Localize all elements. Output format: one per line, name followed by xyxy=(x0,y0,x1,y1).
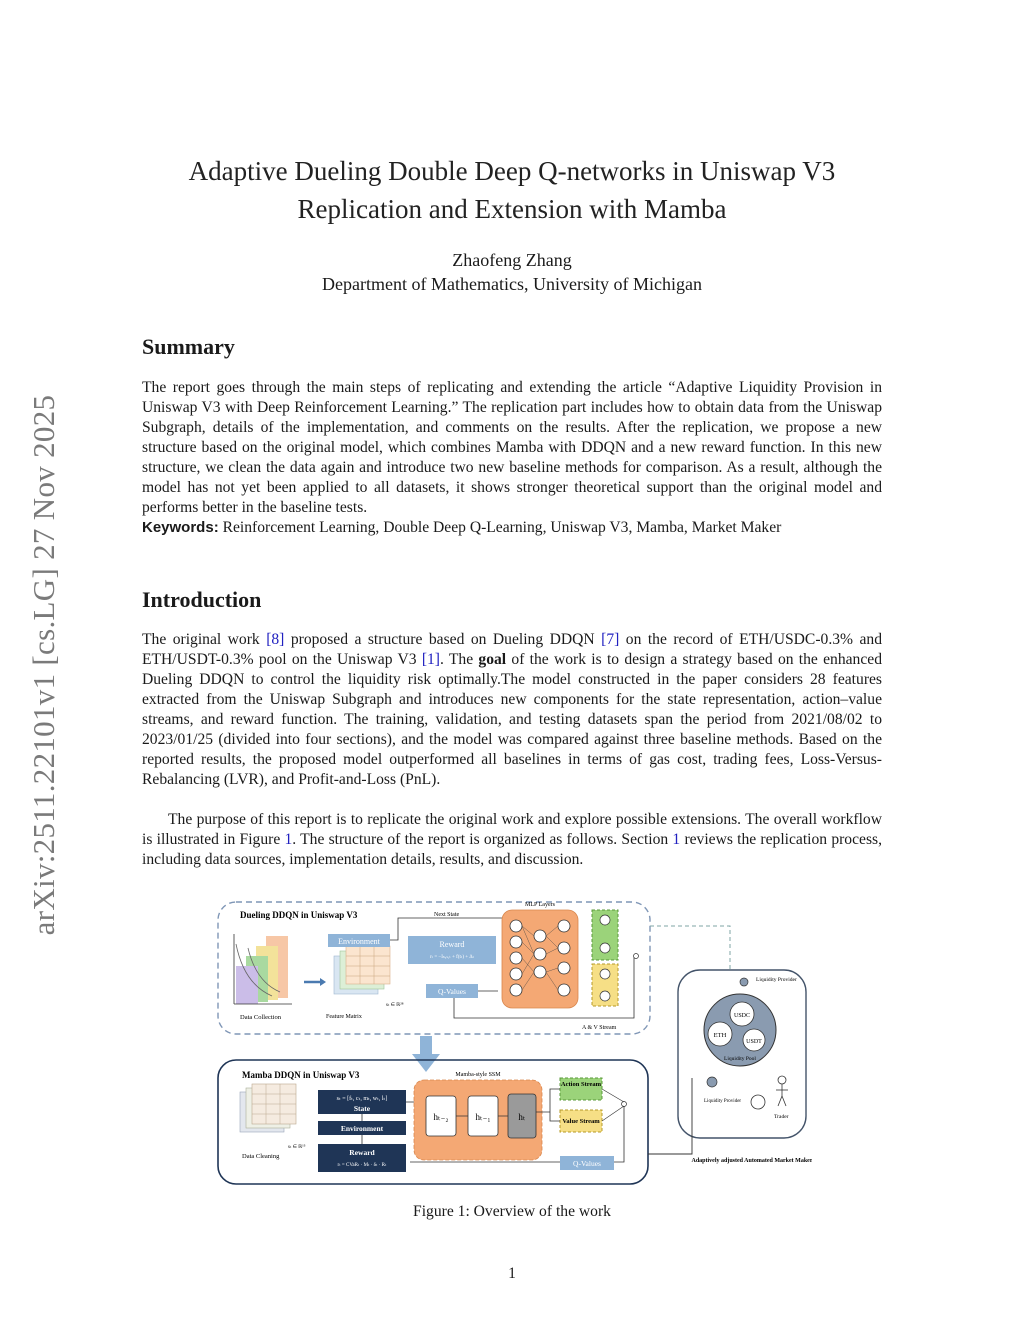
liquidity-pool-label: Liquidity Pool xyxy=(724,1056,756,1062)
value-stream-label: Value Stream xyxy=(562,1118,600,1125)
liquidity-provider-label: Liquidity Provider xyxy=(756,977,797,983)
h-t-minus-1-label: hₜ₋₁ xyxy=(475,1112,491,1122)
author: Zhaofeng Zhang xyxy=(452,250,572,270)
eth-label: ETH xyxy=(713,1032,727,1039)
figure-caption: Figure 1: Overview of the work xyxy=(413,1203,611,1220)
feature-matrix xyxy=(334,946,390,994)
lp-icon xyxy=(740,978,748,986)
feature-matrix-label: Feature Matrix xyxy=(326,1014,362,1020)
environment-label: Environment xyxy=(338,937,380,946)
citation-link-7[interactable]: [7] xyxy=(601,631,620,648)
usdc-label: USDC xyxy=(733,1013,751,1019)
summary-text: The report goes through the main steps of replicating and extending the article “Adaptive Liquidity Provision in Uniswap V3 with Deep Reinforcement Learning.” The replication part includes how to obtain data from the Uniswap Subgraph, details of the implementation, and comments on the results. After the replication, we propose a new structure based on the original model, which combines Mamba with DDQN and a new reward function. In this new structure, we clean the data again and introduce two new baseline methods for comparison. As a result, although the model has not yet been applied to all datasets, it shows stronger theoretical support than the original model and performs better in the baseline tests. xyxy=(142,379,882,516)
arxiv-id[interactable]: arXiv:2511.22101v1 [cs.LG] 27 Nov 2025 xyxy=(26,394,61,936)
arrow-head xyxy=(320,978,326,986)
citation-link-1[interactable]: [1] xyxy=(421,651,440,668)
citation-link-8[interactable]: [8] xyxy=(266,631,285,648)
intro-text: proposed a structure based on Dueling DDQN xyxy=(284,631,602,648)
intro-text: . The xyxy=(440,651,479,668)
state-label: State xyxy=(353,1104,371,1113)
usdt-label: USDT xyxy=(746,1039,762,1045)
intro-text: on the record of ETH/USDC-0.3% and ETH/USDT-0.3% pool on the Uniswap V3 xyxy=(142,631,882,668)
mamba-ssm-label: Mamba-style SSM xyxy=(455,1072,501,1078)
overview-figure xyxy=(214,896,812,1192)
intro-text: of the work is to design a strategy based on the enhanced Dueling DDQN to control the liquidity risk optimally.The model constructed in the paper considers 28 features extracted from the Uniswap Subgraph and introduces new components for the state representation, action–value streams, and reward function. The training, validation, and testing datasets span the period from 2021/08/02 to 2023/01/25 (divided into four sections), and the model was compared against three baseline methods. Based on the reported results, the proposed model outperformed all baselines in terms of gas cost, trading fees, Loss-Versus-Rebalancing (LVR), and Profit-and-Loss (PnL). xyxy=(142,651,882,788)
intro-text: . The structure of the report is organized as follows. Section xyxy=(292,831,673,848)
state-formula: sₜ = [fₜ, cₜ, mₜ, wₜ, lₜ] xyxy=(336,1096,388,1102)
extension-arrow xyxy=(412,1036,440,1072)
aggregation-node-2 xyxy=(622,1102,627,1107)
goal-bold: goal xyxy=(478,651,507,668)
summary-paragraph xyxy=(142,378,882,538)
feature-dim-label: sₜ ∈ ℝ²⁸ xyxy=(386,1003,404,1008)
data-collection-chart xyxy=(234,934,292,1004)
lp-person-icon xyxy=(707,1077,717,1087)
av-stream-label: A & V Stream xyxy=(582,1025,617,1031)
bottom-panel-title: Mamba DDQN in Uniswap V3 xyxy=(242,1070,360,1080)
trader-label: Trader xyxy=(774,1114,789,1120)
summary-heading: Summary xyxy=(142,334,235,359)
keywords: Reinforcement Learning, Double Deep Q-Learning, Uniswap V3, Mamba, Market Maker xyxy=(222,519,782,536)
reward-formula: rₜ = −Iₕₐₛ,ₜ + f(tₜ) + Δₜ xyxy=(429,955,475,960)
top-panel-title: Dueling DDQN in Uniswap V3 xyxy=(240,910,358,920)
action-stream-label xyxy=(561,1081,602,1088)
aggregation-lines xyxy=(602,1089,624,1121)
h-t-label: hₜ xyxy=(518,1112,526,1122)
intro-paragraph-2 xyxy=(142,810,882,870)
introduction-heading: Introduction xyxy=(142,587,262,612)
environment2-label: Environment xyxy=(340,1124,384,1133)
amm-text: Adaptively adjusted Automated Market Maker xyxy=(691,1158,812,1164)
data-cleaning-label: Data Cleaning xyxy=(242,1153,280,1160)
swap-node xyxy=(751,1095,765,1109)
intro-paragraph-1 xyxy=(142,630,882,790)
data-collection-label: Data Collection xyxy=(240,1014,281,1021)
action-stream-text: Action Stream xyxy=(560,1081,602,1088)
arrow xyxy=(614,1106,624,1162)
paper-title xyxy=(142,152,882,228)
next-state-label: Next State xyxy=(434,912,460,918)
intro-text: reviews the replication process, including data sources, implementation details, results, and discussion. xyxy=(142,831,882,868)
intro-text: The purpose of this report is to replicate the original work and explore possible extensions. The overall workflow is illustrated in Figure xyxy=(142,811,882,848)
mlp-layers-label: MLP Layers xyxy=(525,902,555,908)
title-line-1: Adaptive Dueling Double Deep Q-networks in Uniswap V3 xyxy=(188,156,836,186)
affiliation: Department of Mathematics, University of Michigan xyxy=(322,274,702,294)
title-line-2: Replication and Extension with Mamba xyxy=(297,194,727,224)
q-values2-label: Q-Values xyxy=(573,1159,601,1168)
page-number: 1 xyxy=(508,1265,516,1282)
keywords-label: Keywords: xyxy=(142,519,219,536)
h-t-minus-2-label: hₜ₋₂ xyxy=(433,1112,449,1122)
lp-person-label: Liquidity Provider xyxy=(704,1099,742,1104)
aggregation-node xyxy=(634,954,639,959)
q-values-label: Q-Values xyxy=(438,987,466,996)
reward2-label: Reward xyxy=(349,1148,375,1157)
amm-label xyxy=(692,1158,813,1164)
reward2-formula: rₜ = CVaRₜ · Mₜ · δₜ · Rₜ xyxy=(337,1163,387,1168)
clean-dim-label: sₜ ∈ ℝ¹⁵ xyxy=(288,1145,306,1150)
figure-link[interactable]: 1 xyxy=(284,831,293,848)
section-link[interactable]: 1 xyxy=(672,831,681,848)
arxiv-stamp xyxy=(0,0,90,1325)
reward-label: Reward xyxy=(439,940,465,949)
intro-text: The original work xyxy=(142,631,267,648)
cleaned-data-matrix xyxy=(240,1084,296,1132)
figure-svg xyxy=(214,896,812,1192)
